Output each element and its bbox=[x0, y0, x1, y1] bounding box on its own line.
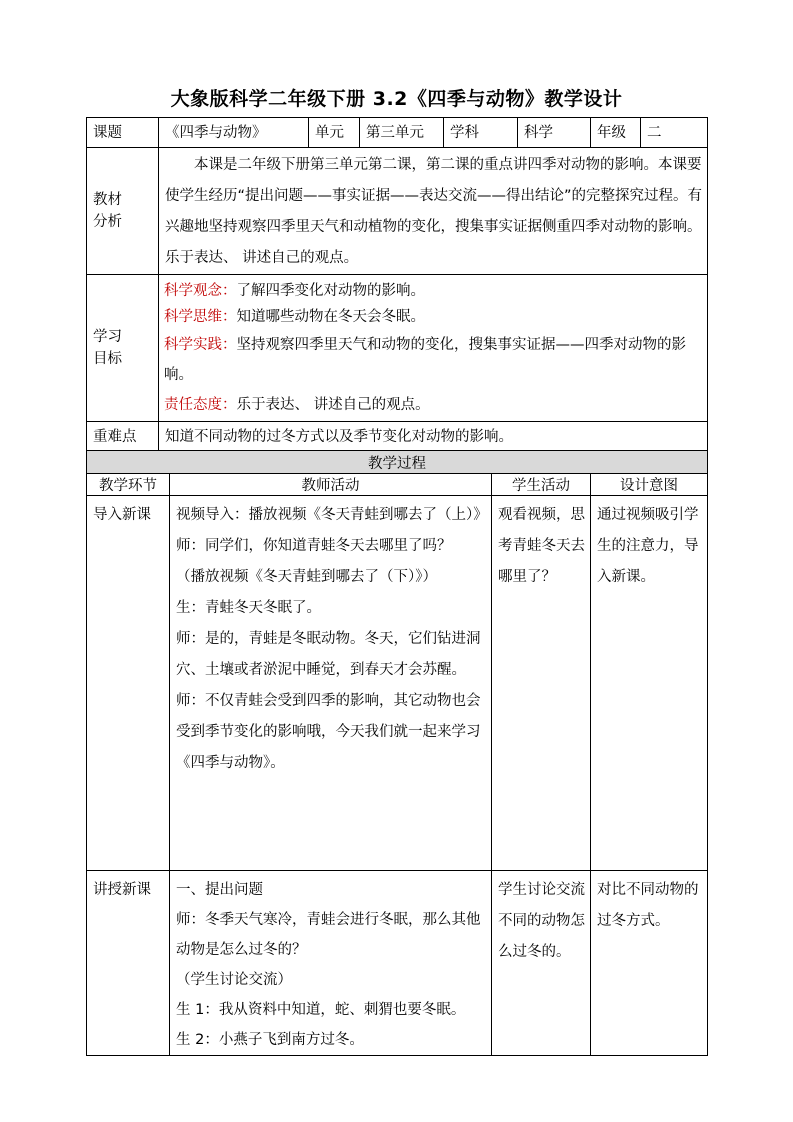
goals-row bbox=[87, 275, 708, 422]
page-title: 大象版科学二年级下册 3.2《四季与动物》教学设计 bbox=[170, 88, 623, 110]
table-row bbox=[87, 871, 708, 1056]
teacher-activity-cell bbox=[170, 496, 492, 871]
lesson-info-table bbox=[86, 117, 708, 452]
analysis-row bbox=[87, 148, 708, 275]
topic-label: 课题 bbox=[87, 118, 159, 148]
column-header: 设计意图 bbox=[591, 474, 708, 496]
teaching-process-table bbox=[86, 450, 708, 1056]
difficulty-text: 知道不同动物的过冬方式以及季节变化对动物的影响。 bbox=[159, 422, 708, 452]
student-activity-cell: 学生讨论交流不同的动物怎么过冬的。 bbox=[492, 871, 591, 1056]
goal-item: 责任态度：乐于表达、 讲述自己的观点。 bbox=[164, 397, 430, 413]
goal-item: 科学思维：知道哪些动物在冬天会冬眠。 bbox=[164, 309, 425, 325]
teacher-line: 视频导入：播放视频《冬天青蛙到哪去了（上）》 bbox=[176, 507, 488, 523]
column-header: 学生活动 bbox=[492, 474, 591, 496]
grade-label: 年级 bbox=[591, 118, 641, 148]
process-heading: 教学过程 bbox=[87, 451, 708, 474]
stage-cell: 导入新课 bbox=[87, 496, 170, 871]
subject-value: 科学 bbox=[518, 118, 591, 148]
analysis-label: 教材 分析 bbox=[87, 148, 159, 275]
teacher-line: （播放视频《冬天青蛙到哪去了（下）》） bbox=[176, 569, 437, 585]
goal-item: 科学实践：坚持观察四季里天气和动物的变化，搜集事实证据——四季对动物的影响。 bbox=[164, 337, 686, 383]
student-activity-cell: 观看视频，思考青蛙冬天去哪里了？ bbox=[492, 496, 591, 871]
goals-list bbox=[159, 275, 708, 422]
topic-value: 《四季与动物》 bbox=[159, 118, 309, 148]
teacher-line: （学生讨论交流） bbox=[176, 972, 292, 988]
teacher-line: 师：同学们，你知道青蛙冬天去哪里了吗？ bbox=[176, 538, 452, 554]
unit-label: 单元 bbox=[309, 118, 360, 148]
teacher-line: 师：是的，青蛙是冬眠动物。冬天，它们钻进洞穴、土壤或者淤泥中睡觉，到春天才会苏醒。 bbox=[176, 631, 481, 678]
teacher-activity-cell bbox=[170, 871, 492, 1056]
process-heading-row bbox=[87, 451, 708, 474]
unit-value: 第三单元 bbox=[360, 118, 444, 148]
design-intent-cell: 通过视频吸引学生的注意力，导入新课。 bbox=[591, 496, 708, 871]
difficulty-label: 重难点 bbox=[87, 422, 159, 452]
column-header-row bbox=[87, 474, 708, 496]
teacher-line: 师：冬季天气寒冷，青蛙会进行冬眠，那么其他动物是怎么过冬的？ bbox=[176, 912, 481, 958]
info-row bbox=[87, 118, 708, 148]
teacher-line: 生 2：小燕子飞到南方过冬。 bbox=[176, 1032, 364, 1048]
column-header: 教学环节 bbox=[87, 474, 170, 496]
goals-label: 学习 目标 bbox=[87, 275, 159, 422]
stage-cell: 讲授新课 bbox=[87, 871, 170, 1056]
grade-value: 二 bbox=[641, 118, 708, 148]
goal-item: 科学观念：了解四季变化对动物的影响。 bbox=[164, 283, 425, 299]
column-header: 教师活动 bbox=[170, 474, 492, 496]
teacher-line: 一、提出问题 bbox=[176, 882, 263, 898]
teacher-line: 生：青蛙冬天冬眠了。 bbox=[176, 600, 321, 616]
teacher-line: 生 1：我从资料中知道，蛇、刺猬也要冬眠。 bbox=[176, 1002, 466, 1018]
difficulty-row bbox=[87, 422, 708, 452]
teacher-line: 师：不仅青蛙会受到四季的影响，其它动物也会受到季节变化的影响哦，今天我们就一起来学习《四季与动物》。 bbox=[176, 693, 481, 771]
design-intent-cell: 对比不同动物的过冬方式。 bbox=[591, 871, 708, 1056]
analysis-text: 本课是二年级下册第三单元第二课，第二课的重点讲四季对动物的影响。本课要使学生经历“提出问题——事实证据——表达交流——得出结论”的完整探究过程。有兴趣地坚持观察四季里天气和动植物的变化，搜集事实证据侧重四季对动物的影响。乐于表达、 讲述自己的观点。 bbox=[159, 148, 708, 275]
subject-label: 学科 bbox=[444, 118, 518, 148]
table-row bbox=[87, 496, 708, 871]
